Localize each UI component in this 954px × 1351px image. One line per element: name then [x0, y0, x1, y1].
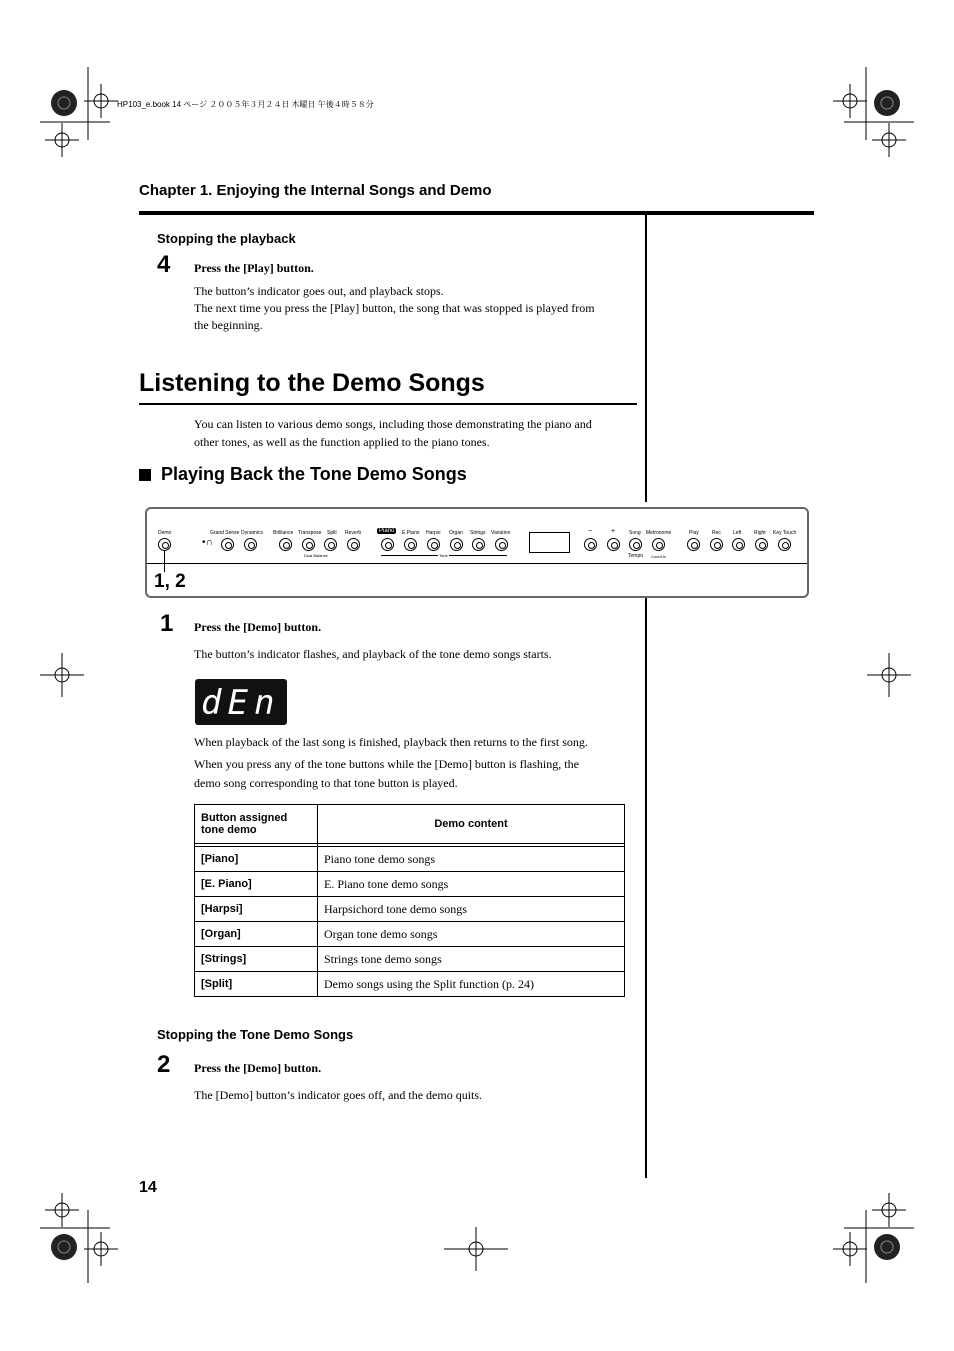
step4-para1: The button’s indicator goes out, and playback stops.	[194, 284, 444, 298]
panel-label-minus: −	[588, 528, 593, 535]
panel-divider	[147, 563, 807, 564]
panel-knob-epiano	[404, 538, 417, 551]
after-display-line-2a: When you press any of the tone buttons while the [Demo] button is flashing, the	[194, 757, 579, 771]
subsection-title: Playing Back the Tone Demo Songs	[161, 464, 467, 484]
step-label-4: Press the [Play] button.	[194, 261, 314, 275]
table-cell-button: [E. Piano]	[195, 872, 318, 897]
table-header-button-line-b: tone demo	[201, 824, 257, 836]
panel-sublabel-tempo: Tempo	[628, 553, 644, 559]
panel-label-reverb: Reverb	[345, 530, 362, 536]
page-title: Listening to the Demo Songs	[139, 369, 485, 397]
after-display-line-1: When playback of the last song is finished, playback then returns to the first song.	[194, 735, 588, 749]
panel-label-variation: Variation	[491, 530, 511, 536]
panel-knob-brilliance	[279, 538, 292, 551]
step-label-1: Press the [Demo] button.	[194, 620, 322, 634]
table-row	[195, 947, 625, 972]
step4-para2b: the beginning.	[194, 318, 263, 332]
panel-label-demo: Demo	[158, 530, 172, 536]
panel-label-transpose: Transpose	[298, 530, 322, 536]
chapter-title: Chapter 1. Enjoying the Internal Songs and Demo	[139, 182, 492, 199]
column-divider-bottom	[645, 598, 647, 1178]
panel-label-brilliance: Brilliance	[273, 530, 294, 536]
table-header-button-line-a: Button assigned	[201, 812, 288, 824]
square-bullet-icon	[139, 469, 151, 481]
panel-knob-organ	[450, 538, 463, 551]
panel-label-song: Song	[629, 530, 641, 536]
panel-knob-split	[324, 538, 337, 551]
panel-knob-plus	[607, 538, 620, 551]
panel-display	[529, 532, 570, 553]
panel-sublabel-dual-balance: Dual Balance	[304, 553, 328, 558]
panel-label-organ: Organ	[449, 530, 463, 536]
callout-line	[164, 551, 165, 572]
panel-knob-transpose	[302, 538, 315, 551]
panel-sublabel-count-in: Count-In	[651, 554, 667, 559]
panel-knob-harpsi	[427, 538, 440, 551]
table-row	[195, 872, 625, 897]
step-number-1: 1	[160, 610, 174, 637]
title-rule	[139, 403, 637, 405]
panel-label-play: Play	[689, 530, 699, 536]
panel-knob-rec	[710, 538, 723, 551]
panel-knob-left	[732, 538, 745, 551]
panel-knob-dynamics	[244, 538, 257, 551]
panel-knob-reverb	[347, 538, 360, 551]
panel-label-right: Right	[754, 530, 766, 536]
panel-label-left: Left	[733, 530, 742, 536]
table-cell-content: Piano tone demo songs	[318, 847, 625, 872]
panel-label-grand-sense: Grand Sense	[210, 530, 240, 536]
panel-label-split: Split	[327, 530, 337, 536]
intro-line-a: You can listen to various demo songs, including those demonstrating the piano and	[194, 417, 592, 431]
panel-knob-strings	[472, 538, 485, 551]
step1-text: The button’s indicator flashes, and playback of the tone demo songs starts.	[194, 647, 552, 661]
panel-knob-right	[755, 538, 768, 551]
panel-callout-label: 1, 2	[154, 571, 186, 592]
panel-sublabel-tone: Tone	[439, 553, 448, 558]
section-heading-stopping-tone-demo: Stopping the Tone Demo Songs	[157, 1027, 354, 1042]
chapter-rule	[139, 211, 814, 215]
demo-content-table	[194, 804, 625, 997]
panel-label-epiano: E.Piano	[402, 530, 420, 536]
panel-knob-demo	[158, 538, 171, 551]
table-cell-content: Demo songs using the Split function (p. 24)	[318, 972, 625, 997]
step-number-2: 2	[157, 1051, 171, 1078]
step2-text: The [Demo] button’s indicator goes off, and the demo quits.	[194, 1088, 483, 1102]
step4-para2a: The next time you press the [Play] button, the song that was stopped is played from	[194, 301, 595, 315]
table-header-row	[195, 805, 625, 844]
panel-knob-play	[687, 538, 700, 551]
panel-knob-minus	[584, 538, 597, 551]
panel-label-metronome: Metronome	[646, 530, 672, 536]
print-meta-header: HP103_e.book 14 ページ ２００５年３月２４日 木曜日 午後４時５８分	[117, 100, 374, 109]
headphone-icon: •∩	[202, 537, 213, 548]
control-panel-illustration	[145, 507, 809, 598]
panel-label-key-touch: Key Touch	[773, 530, 797, 536]
after-display-line-2b: demo song corresponding to that tone button is played.	[194, 776, 458, 790]
table-row	[195, 897, 625, 922]
panel-label-harpsi: Harpsi	[426, 530, 441, 536]
panel-label-plus: +	[611, 528, 616, 535]
table-row	[195, 972, 625, 997]
panel-knob-variation	[495, 538, 508, 551]
table-cell-button: [Harpsi]	[195, 897, 318, 922]
column-divider-top	[645, 215, 647, 502]
panel-label-strings: Strings	[470, 530, 486, 536]
table-row	[195, 922, 625, 947]
table-row	[195, 847, 625, 872]
table-cell-content: Organ tone demo songs	[318, 922, 625, 947]
table-header-content: Demo content	[318, 805, 625, 844]
panel-knob-piano	[381, 538, 394, 551]
led-display	[195, 679, 287, 725]
panel-label-piano: Piano	[379, 528, 395, 534]
table-cell-content: Strings tone demo songs	[318, 947, 625, 972]
table-header-button	[195, 805, 318, 844]
step-label-2: Press the [Demo] button.	[194, 1061, 322, 1075]
section-heading-stopping-playback: Stopping the playback	[157, 231, 296, 246]
intro-line-b: other tones, as well as the function applied to the piano tones.	[194, 435, 490, 449]
table-cell-content: E. Piano tone demo songs	[318, 872, 625, 897]
table-cell-button: [Split]	[195, 972, 318, 997]
panel-knob-grand-sense	[221, 538, 234, 551]
panel-knob-song	[629, 538, 642, 551]
step-number-4: 4	[157, 251, 171, 278]
led-display-text: dEn	[201, 683, 281, 723]
panel-knob-key-touch	[778, 538, 791, 551]
panel-knob-metronome	[652, 538, 665, 551]
table-cell-button: [Strings]	[195, 947, 318, 972]
page-number: 14	[139, 1179, 157, 1196]
table-cell-content: Harpsichord tone demo songs	[318, 897, 625, 922]
table-cell-button: [Organ]	[195, 922, 318, 947]
panel-label-rec: Rec	[712, 530, 721, 536]
panel-label-dynamics: Dynamics	[241, 530, 263, 536]
table-cell-button: [Piano]	[195, 847, 318, 872]
